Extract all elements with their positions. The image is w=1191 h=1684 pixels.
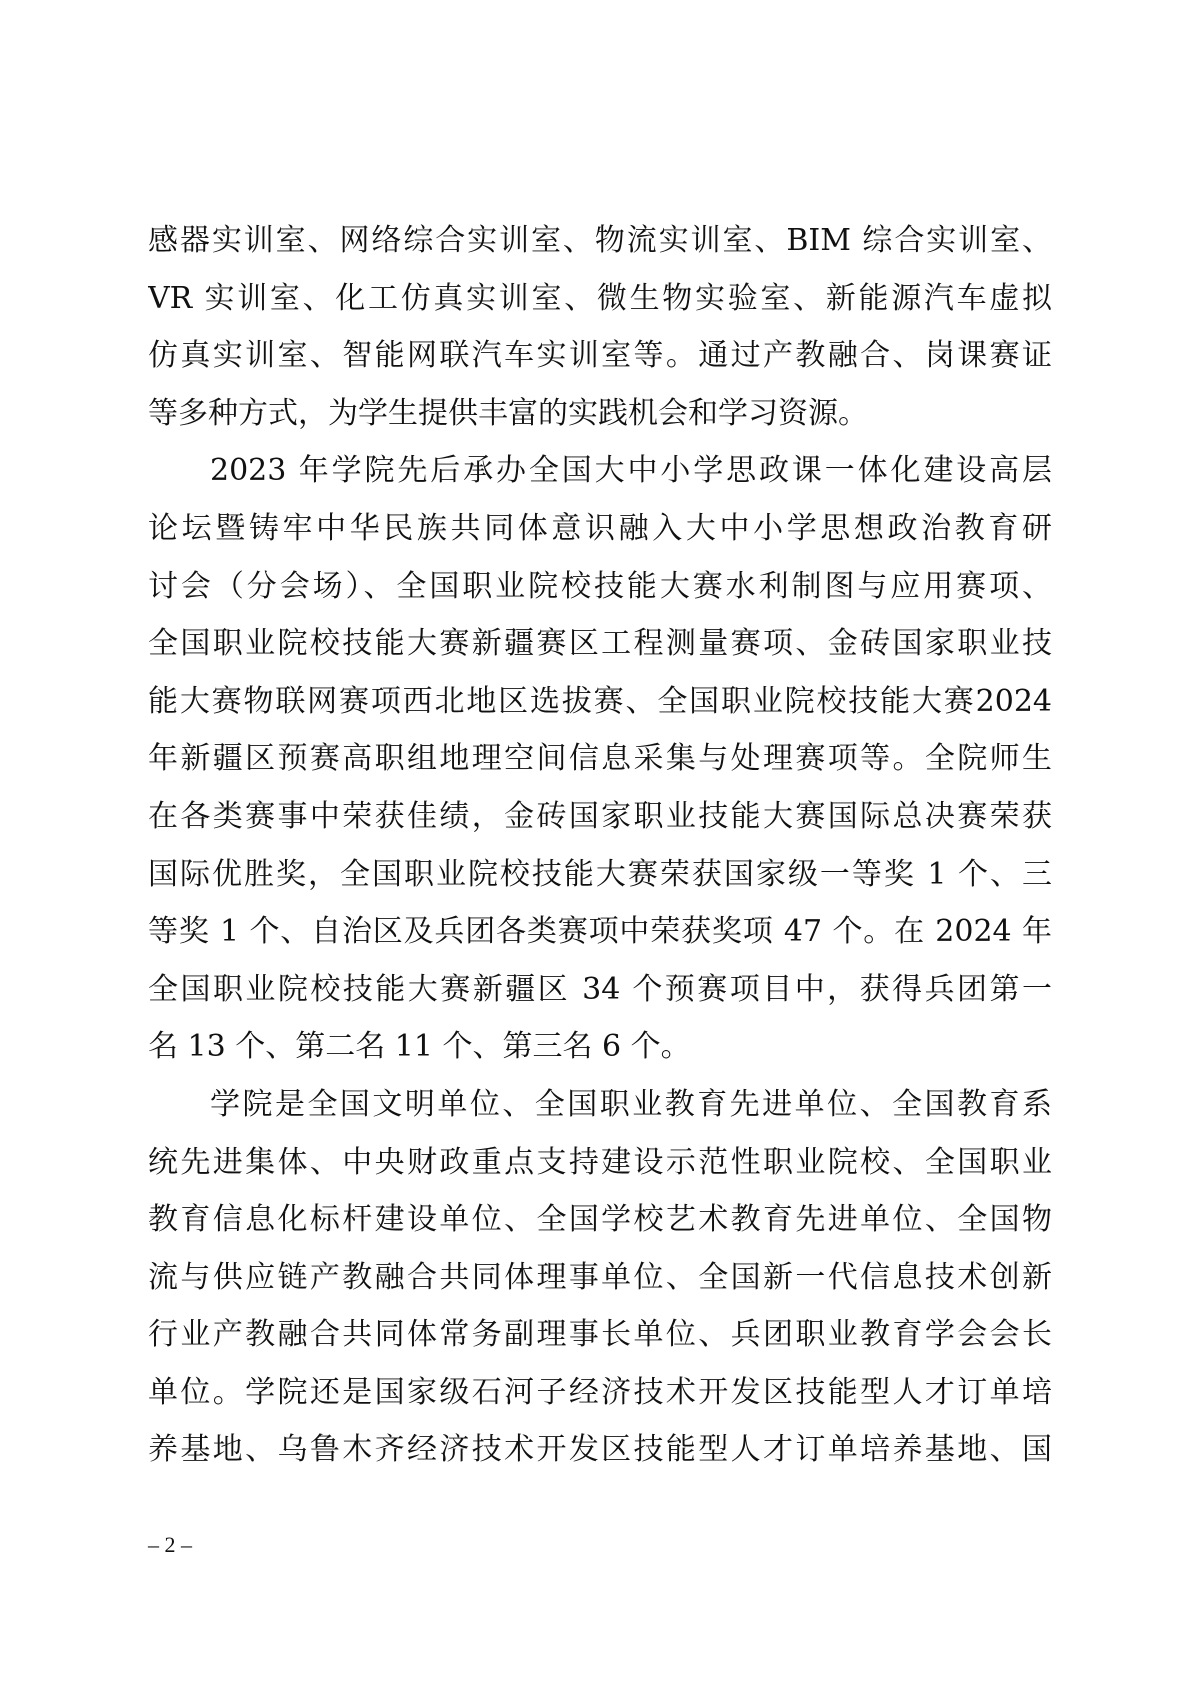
- paragraph-competitions: [148, 442, 1052, 1076]
- text-line: 年新疆区预赛高职组地理空间信息采集与处理赛项等。全院师生: [148, 741, 1052, 777]
- text-line: 全国职业院校技能大赛新疆区 34 个预赛项目中，获得兵团第一: [148, 971, 1052, 1007]
- text-line: 论坛暨铸牢中华民族共同体意识融入大中小学思想政治教育研: [148, 510, 1052, 546]
- text-line: 等多种方式，为学生提供丰富的实践机会和学习资源。: [148, 395, 868, 431]
- text-line: 养基地、乌鲁木齐经济技术开发区技能型人才订单培养基地、国: [148, 1432, 1052, 1468]
- text-line: VR 实训室、化工仿真实训室、微生物实验室、新能源汽车虚拟: [148, 280, 1052, 316]
- text-line: 名 13 个、第二名 11 个、第三名 6 个。: [148, 1029, 691, 1065]
- text-line: 在各类赛事中荣获佳绩，金砖国家职业技能大赛国际总决赛荣获: [148, 798, 1052, 834]
- text-line: 感器实训室、网络综合实训室、物流实训室、BIM 综合实训室、: [148, 223, 1052, 258]
- page-number: – 2 –: [148, 1532, 192, 1557]
- text-line: 流与供应链产教融合共同体理事单位、全国新一代信息技术创新: [148, 1259, 1052, 1295]
- text-line: 等奖 1 个、自治区及兵团各类赛项中荣获奖项 47 个。在 2024 年: [148, 914, 1052, 950]
- text-line: 统先进集体、中央财政重点支持建设示范性职业院校、全国职业: [148, 1144, 1052, 1180]
- text-line: 仿真实训室、智能网联汽车实训室等。通过产教融合、岗课赛证: [148, 338, 1052, 374]
- text-line: 能大赛物联网赛项西北地区选拔赛、全国职业院校技能大赛2024: [148, 683, 1052, 719]
- text-line: 教育信息化标杆建设单位、全国学校艺术教育先进单位、全国物: [148, 1202, 1052, 1238]
- paragraph-honors: [148, 1076, 1052, 1479]
- text-line: 讨会（分会场）、全国职业院校技能大赛水利制图与应用赛项、: [148, 568, 1052, 604]
- text-line: 单位。学院还是国家级石河子经济技术开发区技能型人才订单培: [148, 1374, 1052, 1410]
- text-line: 2023 年学院先后承办全国大中小学思政课一体化建设高层: [210, 453, 1052, 489]
- text-line: 全国职业院校技能大赛新疆赛区工程测量赛项、金砖国家职业技: [148, 626, 1052, 662]
- text-line: 国际优胜奖，全国职业院校技能大赛荣获国家级一等奖 1 个、三: [148, 856, 1052, 892]
- text-line: 学院是全国文明单位、全国职业教育先进单位、全国教育系: [210, 1086, 1052, 1122]
- document-body: [148, 212, 1052, 1479]
- paragraph-labs: [148, 212, 1052, 442]
- text-line: 行业产教融合共同体常务副理事长单位、兵团职业教育学会会长: [148, 1317, 1052, 1353]
